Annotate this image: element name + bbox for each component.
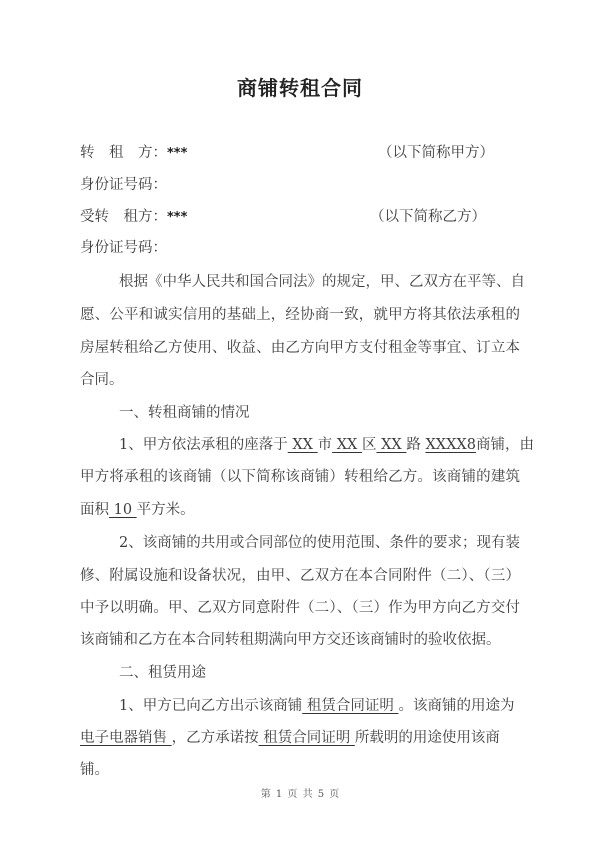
district-field: XX <box>332 437 362 453</box>
party-sublessee <box>80 207 520 228</box>
preamble-line: 愿、公平和诚实信用的基础上，经协商一致，就甲方将其依法承租的 <box>80 307 520 323</box>
clause-1-1-line: 甲方将承租的该商铺（以下简称该商铺）转租给乙方。该商铺的建筑 <box>80 469 520 485</box>
usage-field: 电子电器销售 <box>80 730 172 746</box>
party-label: 受转 租方： <box>80 209 167 225</box>
document-field: 租赁合同证明 <box>258 730 355 746</box>
party-label: 转 租 方： <box>80 145 167 161</box>
party-alias: （以下简称乙方） <box>370 209 486 225</box>
clause-2-1-line: 铺。 <box>80 762 109 778</box>
id-number-sublessee <box>80 238 520 258</box>
clause-2-1-line: 电子电器销售 ，乙方承诺按 租赁合同证明 所载明的用途使用该商 <box>80 730 500 746</box>
party-value: *** <box>167 146 188 161</box>
party-sublessor <box>80 143 520 164</box>
party-alias: （以下简称甲方） <box>378 145 494 161</box>
clause-1-1-line: 1、甲方依法承租的座落于 XX 市 XX 区 XX 路 XXXX8商铺，由 <box>119 437 534 453</box>
preamble-line: 根据《中华人民共和国合同法》的规定，甲、乙双方在平等、自 <box>119 274 525 290</box>
section-heading: 二、租赁用途 <box>119 665 206 681</box>
document-field: 租赁合同证明 <box>302 698 399 714</box>
preamble-line: 房屋转租给乙方使用、收益、由乙方向甲方支付租金等事宜、订立本 <box>80 340 520 356</box>
clause-1-2-line: 2、该商铺的共用或合同部位的使用范围、条件的要求；现有装 <box>119 535 520 551</box>
clause-1-2-line: 该商铺和乙方在本合同转租期满向甲方交还该商铺时的验收依据。 <box>80 632 501 648</box>
number-field: XXXX8 <box>425 437 476 453</box>
id-label: 身份证号码： <box>80 177 167 193</box>
preamble-line: 合同。 <box>80 372 124 388</box>
party-value: *** <box>167 210 188 225</box>
road-field: XX <box>376 437 407 453</box>
page-title: 商铺转租合同 <box>237 76 363 100</box>
section-heading: 一、转租商铺的情况 <box>119 405 250 421</box>
clause-2-1-line: 1、甲方已向乙方出示该商铺 租赁合同证明 。该商铺的用途为 <box>119 698 515 714</box>
page-number: 第 1 页 共 5 页 <box>260 789 340 800</box>
clause-1-1-line: 面积 10 平方米。 <box>80 502 195 518</box>
clause-1-2-line: 修、附属设施和设备状况，由甲、乙双方在本合同附件（二）、（三） <box>80 568 520 584</box>
city-field: XX <box>287 437 318 453</box>
id-number-sublessor <box>80 175 520 195</box>
area-field: 10 <box>109 502 137 518</box>
id-label: 身份证号码： <box>80 240 167 256</box>
clause-1-2-line: 中予以明确。甲、乙双方同意附件（二）、（三）作为甲方向乙方交付 <box>80 600 520 616</box>
